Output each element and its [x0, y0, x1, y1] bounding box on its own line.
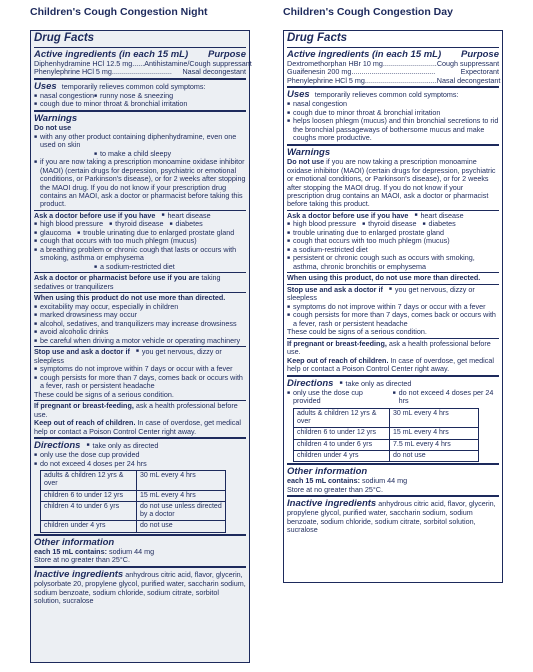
pregnancy-heading: If pregnant or breast-feeding,	[287, 338, 387, 348]
dosage-row	[41, 471, 226, 491]
stop-use-item: ■ you get nervous, dizzy or sleepless	[287, 285, 475, 302]
dosage-row	[41, 490, 226, 501]
stop-use-note: These could be signs of a serious condition.	[34, 389, 174, 399]
stop-use-item: ■ you get nervous, dizzy or sleepless	[34, 347, 222, 364]
dosage-row	[294, 428, 479, 439]
purpose-heading: Purpose	[460, 48, 499, 60]
drug-facts-heading: Drug Facts	[34, 32, 246, 48]
stop-use-item: ■ symptoms do not improve within 7 days or occur with a fever	[34, 365, 246, 373]
ingredient-name: Dextromethorphan HBr 10 mg	[287, 58, 383, 68]
dosage-row	[294, 439, 479, 450]
stop-use-heading: Stop use and ask a doctor if	[34, 347, 130, 357]
ask-doctor-item: ■ glaucoma	[34, 229, 71, 237]
inactive-text: anhydrous citric acid, flavor, glycerin, polysorbate 20, propylene glycol, purified water, saccharin sodium, sodium benzoate, sodium chloride, sodium citrate, sorbitol solution, sucralose	[34, 569, 246, 606]
ask-doctor-item: ■ cough that occurs with too much phlegm (mucus)	[287, 237, 499, 245]
ask-pharmacist-heading: Ask a doctor or pharmacist before use if you are	[34, 273, 200, 283]
dosage-row	[294, 450, 479, 461]
uses-section	[287, 86, 499, 143]
stop-use-item: ■ symptoms do not improve within 7 days or occur with a fever	[287, 303, 499, 311]
dosage-amount: 30 mL every 4 hrs	[137, 471, 226, 491]
inactive-section	[287, 495, 499, 535]
dosage-amount: do not use unless directed by a doctor	[137, 501, 226, 521]
when-using-item: ■ alcohol, sedatives, and tranquilizers may increase drowsiness	[34, 320, 246, 328]
keep-out-heading: Keep out of reach of children.	[34, 418, 136, 428]
dosage-age: children 6 to under 12 yrs	[41, 490, 137, 501]
other-info-section	[34, 534, 246, 565]
other-info-value: sodium 44 mg	[108, 546, 155, 556]
ask-doctor-heading: Ask a doctor before use if you have	[287, 210, 409, 220]
dosage-amount: 15 mL every 4 hrs	[137, 490, 226, 501]
ask-doctor-item: ■ trouble urinating due to enlarged prostate gland	[77, 229, 234, 237]
ingredient-name: Diphenhydramine HCl 12.5 mg	[34, 58, 133, 68]
ingredient-row	[34, 68, 246, 76]
when-using-item: ■ avoid alcoholic drinks	[34, 328, 246, 336]
directions-heading: Directions	[34, 440, 81, 452]
other-info-label: each 15 mL contains:	[34, 546, 107, 556]
dosage-age: children under 4 yrs	[294, 450, 390, 461]
stop-use-heading: Stop use and ask a doctor if	[287, 284, 383, 294]
night-product-title: Children's Cough Congestion Night	[30, 6, 208, 18]
dosage-amount: do not use	[390, 450, 479, 461]
other-info-heading: Other information	[287, 466, 368, 478]
uses-item: ■ nasal congestion	[287, 100, 499, 108]
when-using-heading: When using this product, do not use more than directed.	[287, 273, 481, 283]
ask-doctor-item: ■ a sodium-restricted diet	[287, 246, 499, 254]
directions-item: ■ do not exceed 4 doses per 24 hrs	[393, 389, 499, 406]
keep-out-text: In case of overdose, get medical help or contact a Poison Control Center right away.	[287, 355, 494, 374]
pregnancy-heading: If pregnant or breast-feeding,	[34, 401, 134, 411]
ask-doctor-item: ■ cough that occurs with too much phlegm (mucus)	[34, 237, 246, 245]
directions-heading: Directions	[287, 377, 334, 389]
warnings-heading: Warnings	[34, 112, 78, 124]
storage-text: Store at no greater than 25°C.	[287, 484, 383, 494]
dosage-row	[294, 408, 479, 428]
dosage-row	[41, 501, 226, 521]
ingredient-row	[287, 77, 499, 85]
when-using-heading: When using this product	[34, 293, 119, 303]
dosage-row	[41, 521, 226, 532]
uses-heading: Uses	[34, 80, 57, 92]
other-info-section	[287, 463, 499, 494]
do-not-use-text: if you are now taking a prescription monoamine oxidase inhibitor (MAOI) (certain drugs for depression, psychiatric or emotional conditions, or Parkinson's disease), or for 2 weeks after stopping the MAOI drug. If you do not know if your prescription drug contains an MAOI, ask a doctor or pharmacist before taking this product.	[287, 157, 496, 209]
ask-doctor-item: ■ trouble urinating due to enlarged prostate gland	[287, 229, 499, 237]
ingredient-purpose: Nasal decongestant	[182, 67, 246, 77]
directions-section	[34, 437, 246, 533]
keep-out-heading: Keep out of reach of children.	[287, 355, 389, 365]
keep-out-text: In case of overdose, get medical help or contact a Poison Control Center right away.	[34, 418, 241, 436]
ingredient-purpose: Antihistamine/Cough suppressant	[144, 58, 252, 68]
stop-use-item: ■ cough persists for more than 7 days, comes back or occurs with a fever, rash or persistent headache	[34, 374, 246, 391]
other-info-heading: Other information	[34, 536, 115, 548]
leader-dots: ..........................................	[351, 67, 436, 77]
uses-item: ■ cough due to minor throat & bronchial irritation	[287, 109, 499, 117]
dosage-table	[40, 470, 226, 533]
ingredient-purpose: Nasal decongestant	[436, 75, 501, 85]
ask-doctor-item: ■ persistent or chronic cough such as occurs with smoking, asthma, chronic bronchitis or emphysema	[287, 254, 499, 271]
directions-item: ■ do not exceed 4 doses per 24 hrs	[34, 460, 246, 468]
leader-dots: ....................................	[364, 75, 437, 85]
drug-facts-heading: Drug Facts	[287, 32, 499, 48]
do-not-use-heading: Do not use	[287, 157, 325, 167]
warnings-section	[34, 110, 246, 436]
leader-dots: ..............................	[111, 67, 172, 77]
do-not-use-item: ■ to make a child sleepy	[94, 150, 246, 158]
ask-doctor-heading: Ask a doctor before use if you have	[34, 210, 156, 220]
warnings-section	[287, 144, 499, 374]
ask-doctor-item: ■ heart disease	[161, 211, 210, 220]
ingredient-name: Guaifenesin 200 mg	[287, 67, 352, 77]
ask-doctor-item: ■ heart disease	[414, 211, 463, 220]
dosage-age: children under 4 yrs	[41, 521, 137, 532]
uses-item: ■ helps loosen phlegm (mucus) and thin bronchial secretions to rid the bronchial passageways of bothersome mucus and make coughs more productive.	[287, 117, 499, 142]
day-drug-facts-panel	[283, 30, 503, 583]
ingredient-purpose: Expectorant	[460, 67, 499, 77]
ask-doctor-item: ■ a breathing problem or chronic cough that lasts or occurs with smoking, asthma or emphysema	[34, 246, 246, 263]
directions-item: ■ only use the dose cup provided	[34, 451, 246, 459]
do-not-use-item: ■ if you are now taking a prescription monoamine oxidase inhibitor (MAOI) (certain drugs for depression, psychiatric or emotional conditions, or Parkinson's disease), or for 2 weeks after stopping the MAOI drug. If you do not know if your prescription drug contains an MAOI, ask a doctor or pharmacist before taking this product.	[34, 158, 246, 209]
dosage-age: adults & children 12 yrs & over	[294, 408, 390, 428]
other-info-label: each 15 mL contains:	[287, 476, 360, 486]
directions-item: ■ take only as directed	[339, 379, 411, 388]
when-using-item: ■ excitability may occur, especially in children	[34, 303, 246, 311]
dosage-amount: 7.5 mL every 4 hrs	[390, 439, 479, 450]
when-using-item: ■ marked drowsiness may occur	[34, 311, 246, 319]
day-product-title: Children's Cough Congestion Day	[283, 6, 453, 18]
pregnancy-text: ask a health professional before use.	[287, 338, 491, 357]
when-using-lead: do not use more than directed.	[120, 293, 226, 303]
leader-dots: ......	[132, 58, 145, 68]
storage-text: Store at no greater than 25°C.	[34, 555, 130, 565]
inactive-section	[34, 566, 246, 606]
ask-pharmacist-text: taking sedatives or tranquilizers	[34, 273, 221, 291]
uses-item: ■ runny nose & sneezing	[94, 92, 173, 100]
other-info-value: sodium 44 mg	[361, 476, 408, 486]
uses-section	[34, 78, 246, 109]
leader-dots: ...........................	[382, 58, 437, 68]
do-not-use-item: ■ with any other product containing diphenhydramine, even one used on skin	[34, 133, 246, 150]
when-using-item: ■ be careful when driving a motor vehicle or operating machinery	[34, 337, 246, 345]
inactive-heading: Inactive ingredients	[287, 498, 377, 510]
ingredient-purpose: Cough suppressant	[436, 58, 500, 68]
dosage-amount: 30 mL every 4 hrs	[390, 408, 479, 428]
ask-doctor-item: ■ diabetes	[169, 220, 202, 228]
uses-item: ■ cough due to minor throat & bronchial irritation	[34, 100, 246, 108]
directions-item: ■ only use the dose cup provided	[287, 389, 387, 406]
inactive-text: anhydrous citric acid, flavor, glycerin, propylene glycol, purified water, saccharin sodium, sodium benzoate, sodium chloride, sodium citrate, sorbitol solution, sucralose	[287, 499, 496, 535]
dosage-age: children 4 to under 6 yrs	[294, 439, 390, 450]
ask-doctor-item: ■ thyroid disease	[109, 220, 163, 228]
pregnancy-text: ask a health professional before use.	[34, 401, 238, 419]
stop-use-item: ■ cough persists for more than 7 days, comes back or occurs with a fever, rash or persistent headache	[287, 311, 499, 328]
directions-item: ■ take only as directed	[86, 441, 158, 450]
do-not-use-heading: Do not use	[34, 123, 72, 133]
dosage-age: adults & children 12 yrs & over	[41, 471, 137, 491]
uses-lead: temporarily relieves common cold symptoms:	[61, 81, 206, 91]
purpose-heading: Purpose	[207, 48, 246, 60]
ask-doctor-item: ■ diabetes	[422, 220, 455, 228]
dosage-age: children 6 to under 12 yrs	[294, 428, 390, 439]
warnings-heading: Warnings	[287, 146, 331, 158]
uses-item: ■ nasal congestion	[34, 92, 94, 100]
ask-doctor-item: ■ thyroid disease	[362, 220, 416, 228]
dosage-amount: do not use	[137, 521, 226, 532]
ask-doctor-item: ■ high blood pressure	[287, 220, 356, 228]
inactive-heading: Inactive ingredients	[34, 568, 124, 580]
ask-doctor-item: ■ high blood pressure	[34, 220, 103, 228]
dosage-amount: 15 mL every 4 hrs	[390, 428, 479, 439]
dosage-age: children 4 to under 6 yrs	[41, 501, 137, 521]
uses-lead: temporarily relieves common cold symptoms:	[314, 90, 459, 100]
ask-doctor-item: ■ a sodium-restricted diet	[94, 263, 246, 271]
directions-section	[287, 375, 499, 462]
stop-use-note: These could be signs of a serious condition.	[287, 327, 427, 337]
ingredient-name: Phenylephrine HCl 5 mg	[287, 75, 365, 85]
dosage-table	[293, 408, 479, 462]
active-ingredients-heading: Active ingredients (in each 15 mL)	[34, 48, 189, 60]
night-drug-facts-panel	[30, 30, 250, 663]
active-ingredients-heading: Active ingredients (in each 15 mL)	[287, 48, 442, 60]
ingredient-name: Phenylephrine HCl 5 mg	[34, 67, 112, 77]
uses-heading: Uses	[287, 89, 310, 101]
